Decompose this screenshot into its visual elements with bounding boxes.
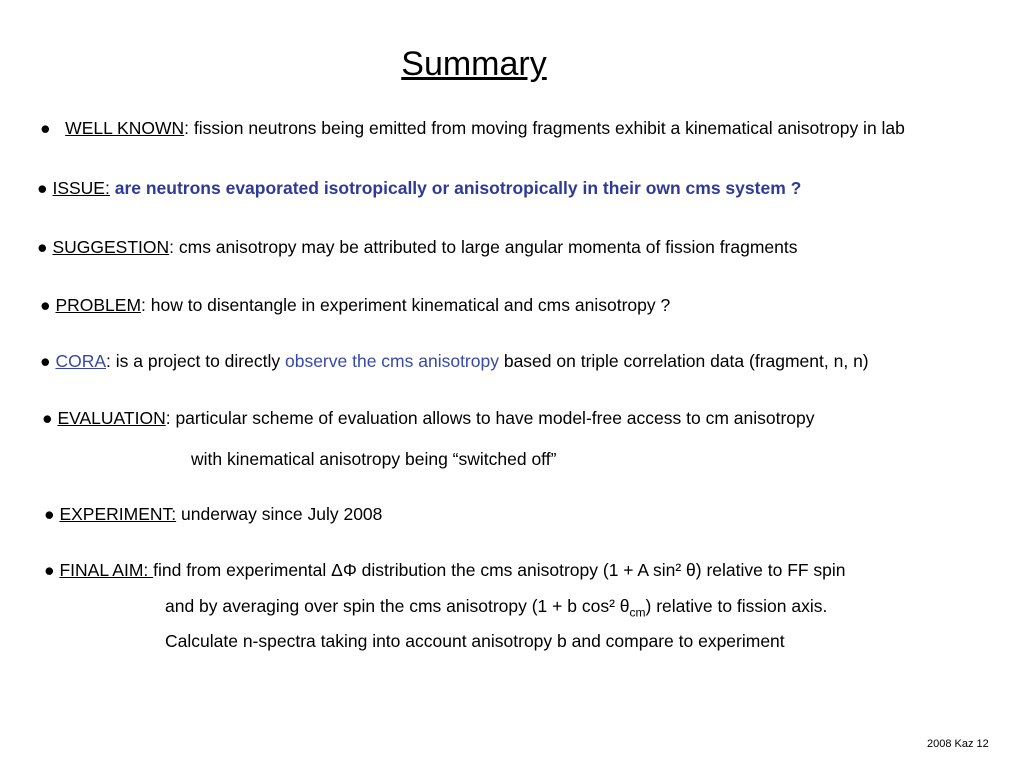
text-evaluation: : particular scheme of evaluation allows to have model-free access to cm anisotropy (165, 408, 815, 428)
bullet-glyph: ● (40, 351, 51, 371)
text-experiment: underway since July 2008 (176, 504, 383, 524)
bullet-experiment (44, 503, 382, 525)
bullet-evaluation (42, 407, 815, 429)
label-final-aim: FINAL AIM: (59, 560, 154, 580)
slide-footer: 2008 Kaz 12 (927, 738, 989, 750)
text-cora-before: : is a project to directly (106, 351, 285, 371)
bullet-problem (40, 294, 670, 316)
label-issue: ISSUE: (52, 178, 110, 198)
bullet-glyph: ● (42, 408, 53, 428)
final-aim-line-2-subscript: cm (629, 605, 646, 620)
text-problem: : how to disentangle in experiment kinematical and cms anisotropy ? (141, 295, 671, 315)
bullet-glyph: ● (40, 295, 51, 315)
bullet-suggestion (37, 236, 798, 258)
final-aim-line-2 (165, 595, 828, 620)
final-aim-line-3: Calculate n-spectra taking into account anisotropy b and compare to experiment (165, 631, 785, 651)
label-experiment: EXPERIMENT: (59, 504, 177, 524)
text-issue: are neutrons evaporated isotropically or anisotropically in their own cms system ? (114, 178, 802, 198)
text-cora-highlight: observe the cms anisotropy (284, 351, 499, 371)
bullet-issue (37, 177, 801, 199)
label-problem: PROBLEM (55, 295, 142, 315)
bullet-glyph: ● (44, 560, 55, 580)
label-evaluation: EVALUATION (57, 408, 166, 428)
final-aim-line-2-after: ) relative to fission axis. (645, 596, 828, 616)
text-final-aim: find from experimental ΔΦ distribution the cms anisotropy (1 + A sin² θ) relative to FF spin (153, 560, 846, 580)
label-well-known: WELL KNOWN (65, 118, 185, 138)
bullet-well-known (40, 117, 905, 139)
evaluation-continuation: with kinematical anisotropy being “switched off” (191, 449, 557, 469)
text-cora-after: based on triple correlation data (fragment, n, n) (498, 351, 869, 371)
text-suggestion: : cms anisotropy may be attributed to large angular momenta of fission fragments (169, 237, 798, 257)
label-suggestion: SUGGESTION (52, 237, 170, 257)
label-cora: CORA (55, 351, 107, 371)
final-aim-line-2-before: and by averaging over spin the cms anisotropy (1 + b cos² θ (165, 596, 630, 616)
bullet-cora (40, 350, 869, 372)
text-well-known: : fission neutrons being emitted from moving fragments exhibit a kinematical anisotropy in lab (184, 118, 905, 138)
slide-title: Summary (401, 45, 547, 83)
bullet-glyph: ● (40, 118, 51, 138)
bullet-glyph: ● (37, 178, 48, 198)
bullet-glyph: ● (44, 504, 55, 524)
bullet-glyph: ● (37, 237, 48, 257)
bullet-final-aim (44, 559, 846, 581)
